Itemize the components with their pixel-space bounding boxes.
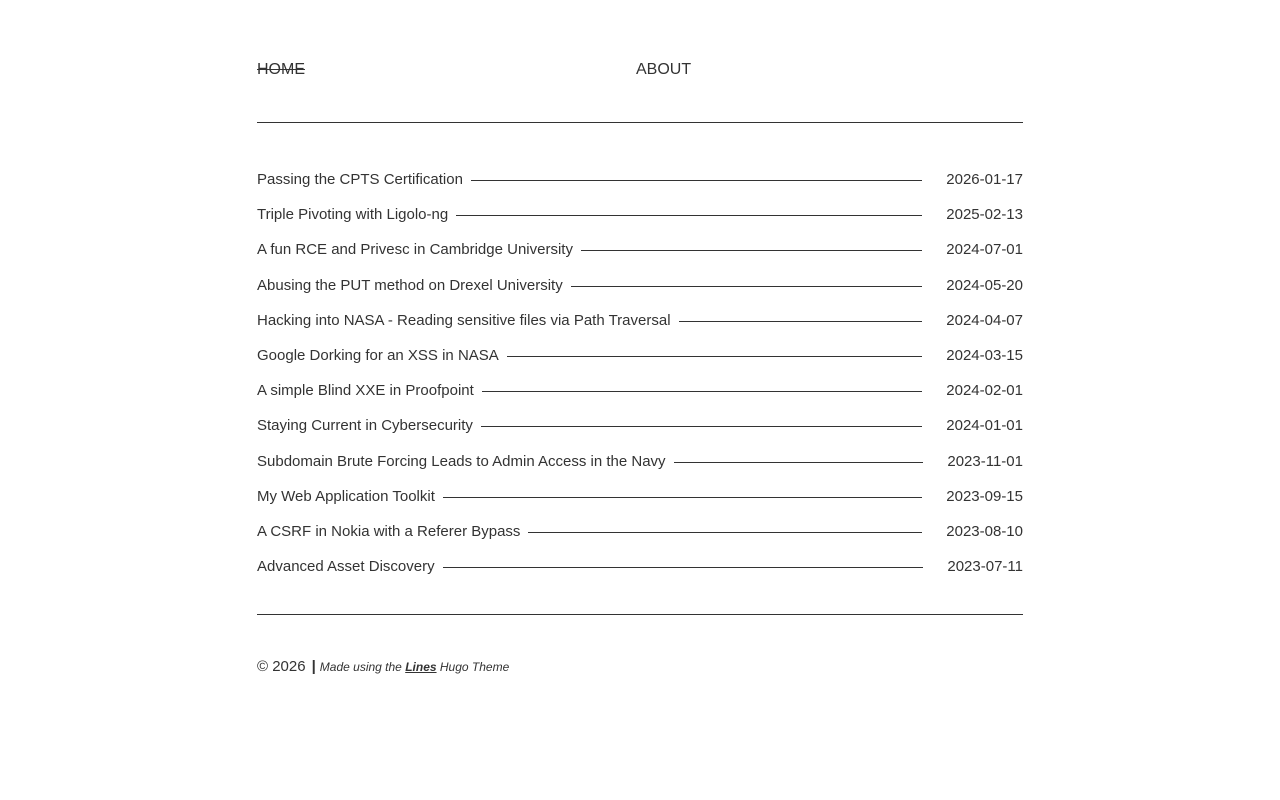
post-list-item: [257, 232, 1023, 267]
post-list-item: [257, 162, 1023, 197]
post-title-link[interactable]: My Web Application Toolkit: [257, 487, 435, 505]
post-date: 2023-07-11: [947, 558, 1023, 576]
post-date: 2024-01-01: [946, 417, 1023, 435]
post-date: 2024-05-20: [946, 276, 1023, 294]
made-using-text: Made using the: [319, 660, 402, 674]
post-title-link[interactable]: Triple Pivoting with Ligolo-ng: [257, 206, 449, 224]
post-list-item: [257, 373, 1023, 408]
post-list: [257, 123, 1023, 614]
post-leader-line: [482, 391, 922, 392]
post-title-link[interactable]: Hacking into NASA - Reading sensitive files via Path Traversal: [257, 311, 671, 329]
nav-about-link[interactable]: ABOUT: [636, 61, 692, 78]
post-title-link[interactable]: Passing the CPTS Certification: [257, 171, 463, 189]
post-leader-line: [528, 532, 922, 533]
post-title-link[interactable]: Advanced Asset Discovery: [257, 558, 435, 576]
post-date: 2024-02-01: [946, 382, 1023, 400]
copyright-text: © 2026: [257, 658, 306, 675]
post-leader-line: [674, 462, 924, 463]
post-list-item: [257, 268, 1023, 303]
post-leader-line: [481, 426, 922, 427]
footer: [257, 615, 1023, 675]
theme-link[interactable]: Lines: [405, 660, 437, 674]
post-date: 2023-08-10: [946, 522, 1023, 540]
post-list-item: [257, 408, 1023, 443]
post-list-item: [257, 338, 1023, 373]
theme-credit: [320, 660, 509, 674]
post-list-item: [257, 549, 1023, 584]
post-date: 2023-11-01: [947, 452, 1023, 470]
post-leader-line: [507, 356, 922, 357]
main-nav: [257, 0, 1023, 122]
post-title-link[interactable]: A fun RCE and Privesc in Cambridge University: [257, 241, 573, 259]
post-leader-line: [443, 497, 922, 498]
post-leader-line: [471, 180, 922, 181]
post-title-link[interactable]: Subdomain Brute Forcing Leads to Admin Access in the Navy: [257, 452, 666, 470]
post-date: 2025-02-13: [946, 206, 1023, 224]
post-date: 2024-07-01: [946, 241, 1023, 259]
post-leader-line: [581, 250, 922, 251]
post-title-link[interactable]: A simple Blind XXE in Proofpoint: [257, 382, 474, 400]
post-leader-line: [571, 286, 923, 287]
page-container: [257, 0, 1023, 675]
post-leader-line: [443, 567, 924, 568]
nav-home-link[interactable]: HOME: [257, 61, 305, 78]
post-list-item: [257, 479, 1023, 514]
post-date: 2024-03-15: [946, 347, 1023, 365]
post-title-link[interactable]: A CSRF in Nokia with a Referer Bypass: [257, 522, 521, 540]
post-title-link[interactable]: Google Dorking for an XSS in NASA: [257, 347, 499, 365]
post-list-item: [257, 514, 1023, 549]
post-list-item: [257, 197, 1023, 232]
post-date: 2024-04-07: [946, 311, 1023, 329]
post-list-item: [257, 303, 1023, 338]
post-leader-line: [679, 321, 923, 322]
theme-suffix-text: Hugo Theme: [439, 660, 510, 674]
footer-separator: |: [311, 658, 316, 675]
post-list-item: [257, 444, 1023, 479]
post-title-link[interactable]: Abusing the PUT method on Drexel University: [257, 276, 563, 294]
post-title-link[interactable]: Staying Current in Cybersecurity: [257, 417, 473, 435]
post-leader-line: [456, 215, 922, 216]
post-date: 2023-09-15: [946, 487, 1023, 505]
post-date: 2026-01-17: [946, 171, 1023, 189]
